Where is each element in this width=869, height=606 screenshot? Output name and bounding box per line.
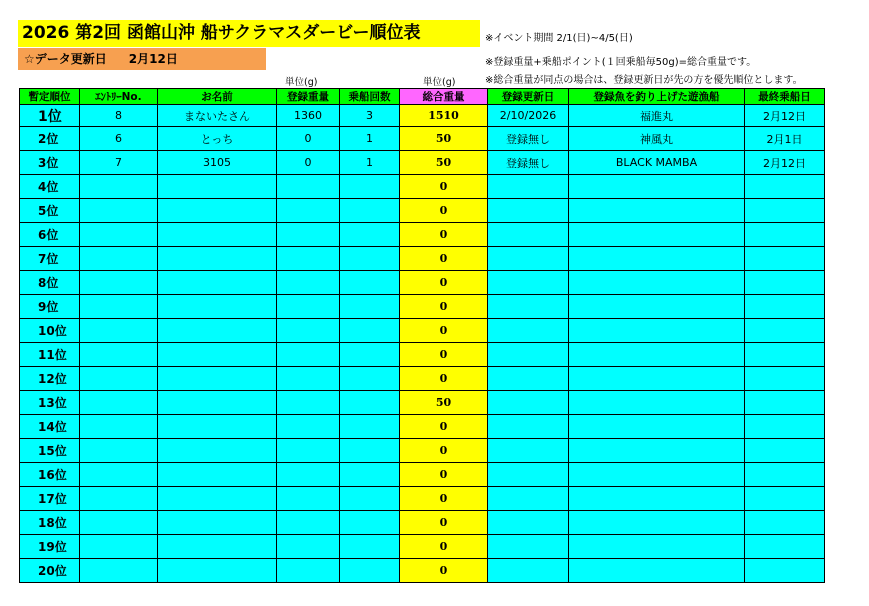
total-cell: 0 bbox=[400, 199, 488, 223]
table-row bbox=[20, 199, 825, 223]
weight-cell bbox=[277, 271, 340, 295]
table-header-row bbox=[20, 89, 825, 105]
updated-cell bbox=[488, 367, 569, 391]
formula-note: ※登録重量+乗船ポイント(１回乗船毎50g)=総合重量です。 bbox=[485, 57, 757, 68]
header-entry: ｴﾝﾄﾘｰNo. bbox=[80, 89, 158, 105]
entry-cell: 7 bbox=[80, 151, 158, 175]
table-row bbox=[20, 367, 825, 391]
rank-cell: 10位 bbox=[20, 319, 80, 343]
updated-cell bbox=[488, 391, 569, 415]
total-cell: 0 bbox=[400, 175, 488, 199]
last-cell bbox=[745, 535, 825, 559]
trips-cell bbox=[340, 343, 400, 367]
name-cell bbox=[158, 319, 277, 343]
updated-cell: 登録無し bbox=[488, 151, 569, 175]
boat-cell bbox=[569, 175, 745, 199]
tiebreak-note: ※総合重量が同点の場合は、登録更新日が先の方を優先順位とします。 bbox=[485, 75, 803, 86]
name-cell bbox=[158, 271, 277, 295]
total-cell: 0 bbox=[400, 367, 488, 391]
entry-cell: 6 bbox=[80, 127, 158, 151]
boat-cell bbox=[569, 199, 745, 223]
table-row bbox=[20, 463, 825, 487]
weight-cell bbox=[277, 175, 340, 199]
trips-cell bbox=[340, 559, 400, 583]
trips-cell bbox=[340, 271, 400, 295]
weight-cell: 0 bbox=[277, 127, 340, 151]
updated-cell bbox=[488, 559, 569, 583]
table-row bbox=[20, 319, 825, 343]
table-row bbox=[20, 271, 825, 295]
last-cell bbox=[745, 415, 825, 439]
boat-cell bbox=[569, 295, 745, 319]
last-cell bbox=[745, 175, 825, 199]
total-cell: 0 bbox=[400, 535, 488, 559]
trips-cell bbox=[340, 511, 400, 535]
table-row bbox=[20, 487, 825, 511]
trips-cell bbox=[340, 223, 400, 247]
event-period-note: ※イベント期間 2/1(日)~4/5(日) bbox=[485, 33, 633, 44]
name-cell bbox=[158, 511, 277, 535]
updated-cell bbox=[488, 415, 569, 439]
entry-cell bbox=[80, 511, 158, 535]
name-cell bbox=[158, 247, 277, 271]
rank-cell: 15位 bbox=[20, 439, 80, 463]
trips-cell bbox=[340, 247, 400, 271]
trips-cell bbox=[340, 367, 400, 391]
rank-cell: 1位 bbox=[20, 105, 80, 127]
entry-cell bbox=[80, 223, 158, 247]
weight-cell bbox=[277, 343, 340, 367]
rank-cell: 18位 bbox=[20, 511, 80, 535]
trips-cell bbox=[340, 463, 400, 487]
rank-cell: 11位 bbox=[20, 343, 80, 367]
rank-cell: 12位 bbox=[20, 367, 80, 391]
entry-cell bbox=[80, 559, 158, 583]
last-cell bbox=[745, 223, 825, 247]
trips-cell: 1 bbox=[340, 151, 400, 175]
table-row bbox=[20, 559, 825, 583]
updated-cell: 2/10/2026 bbox=[488, 105, 569, 127]
update-date: 2月12日 bbox=[128, 52, 178, 66]
total-cell: 0 bbox=[400, 319, 488, 343]
update-label: ☆データ更新日 bbox=[24, 52, 107, 66]
entry-cell bbox=[80, 319, 158, 343]
updated-cell bbox=[488, 487, 569, 511]
entry-cell bbox=[80, 271, 158, 295]
total-cell: 0 bbox=[400, 439, 488, 463]
name-cell bbox=[158, 559, 277, 583]
weight-cell bbox=[277, 391, 340, 415]
rank-cell: 20位 bbox=[20, 559, 80, 583]
header-rank: 暫定順位 bbox=[20, 89, 80, 105]
total-cell: 50 bbox=[400, 391, 488, 415]
boat-cell: BLACK MAMBA bbox=[569, 151, 745, 175]
last-cell bbox=[745, 511, 825, 535]
rank-cell: 8位 bbox=[20, 271, 80, 295]
updated-cell bbox=[488, 511, 569, 535]
boat-cell bbox=[569, 271, 745, 295]
weight-cell bbox=[277, 367, 340, 391]
table-row bbox=[20, 391, 825, 415]
last-cell bbox=[745, 439, 825, 463]
weight-unit-label: 単位(g) bbox=[285, 77, 318, 88]
name-cell bbox=[158, 535, 277, 559]
weight-cell bbox=[277, 319, 340, 343]
table-row bbox=[20, 151, 825, 175]
entry-cell bbox=[80, 175, 158, 199]
weight-cell bbox=[277, 511, 340, 535]
rank-cell: 13位 bbox=[20, 391, 80, 415]
updated-cell bbox=[488, 247, 569, 271]
entry-cell bbox=[80, 535, 158, 559]
rank-cell: 7位 bbox=[20, 247, 80, 271]
table-row bbox=[20, 175, 825, 199]
boat-cell bbox=[569, 223, 745, 247]
rank-cell: 14位 bbox=[20, 415, 80, 439]
header-total: 総合重量 bbox=[400, 89, 488, 105]
name-cell bbox=[158, 295, 277, 319]
weight-cell bbox=[277, 199, 340, 223]
last-cell bbox=[745, 343, 825, 367]
updated-cell: 登録無し bbox=[488, 127, 569, 151]
last-cell bbox=[745, 247, 825, 271]
entry-cell bbox=[80, 343, 158, 367]
updated-cell bbox=[488, 223, 569, 247]
last-cell bbox=[745, 271, 825, 295]
trips-cell bbox=[340, 487, 400, 511]
table-row bbox=[20, 105, 825, 127]
last-cell bbox=[745, 391, 825, 415]
rank-cell: 3位 bbox=[20, 151, 80, 175]
header-updated: 登録更新日 bbox=[488, 89, 569, 105]
updated-cell bbox=[488, 463, 569, 487]
boat-cell bbox=[569, 559, 745, 583]
trips-cell bbox=[340, 391, 400, 415]
total-cell: 0 bbox=[400, 511, 488, 535]
total-cell: 0 bbox=[400, 223, 488, 247]
last-cell bbox=[745, 367, 825, 391]
header-trips: 乗船回数 bbox=[340, 89, 400, 105]
last-cell: 2月1日 bbox=[745, 127, 825, 151]
total-cell: 50 bbox=[400, 127, 488, 151]
boat-cell bbox=[569, 511, 745, 535]
name-cell: とっち bbox=[158, 127, 277, 151]
updated-cell bbox=[488, 271, 569, 295]
trips-cell bbox=[340, 295, 400, 319]
rank-cell: 5位 bbox=[20, 199, 80, 223]
last-cell bbox=[745, 295, 825, 319]
rank-cell: 2位 bbox=[20, 127, 80, 151]
trips-cell: 1 bbox=[340, 127, 400, 151]
trips-cell bbox=[340, 535, 400, 559]
trips-cell bbox=[340, 175, 400, 199]
last-cell: 2月12日 bbox=[745, 105, 825, 127]
rank-cell: 17位 bbox=[20, 487, 80, 511]
weight-cell bbox=[277, 247, 340, 271]
last-cell bbox=[745, 463, 825, 487]
total-cell: 0 bbox=[400, 271, 488, 295]
name-cell: 3105 bbox=[158, 151, 277, 175]
entry-cell bbox=[80, 487, 158, 511]
boat-cell bbox=[569, 463, 745, 487]
updated-cell bbox=[488, 439, 569, 463]
table-row bbox=[20, 247, 825, 271]
updated-cell bbox=[488, 343, 569, 367]
entry-cell bbox=[80, 247, 158, 271]
total-cell: 0 bbox=[400, 559, 488, 583]
name-cell bbox=[158, 223, 277, 247]
name-cell bbox=[158, 391, 277, 415]
total-unit-label: 単位(g) bbox=[423, 77, 456, 88]
total-cell: 50 bbox=[400, 151, 488, 175]
updated-cell bbox=[488, 175, 569, 199]
name-cell: まないたさん bbox=[158, 105, 277, 127]
weight-cell bbox=[277, 463, 340, 487]
total-cell: 0 bbox=[400, 295, 488, 319]
header-boat: 登録魚を釣り上げた遊漁船 bbox=[569, 89, 745, 105]
header-last: 最終乗船日 bbox=[745, 89, 825, 105]
weight-cell bbox=[277, 535, 340, 559]
rank-cell: 9位 bbox=[20, 295, 80, 319]
name-cell bbox=[158, 367, 277, 391]
entry-cell bbox=[80, 439, 158, 463]
total-cell: 1510 bbox=[400, 105, 488, 127]
boat-cell: 神風丸 bbox=[569, 127, 745, 151]
total-cell: 0 bbox=[400, 415, 488, 439]
ranking-table bbox=[19, 88, 825, 583]
page-title: 2026 第2回 函館山沖 船サクラマスダービー順位表 bbox=[18, 20, 480, 47]
table-row bbox=[20, 223, 825, 247]
rank-cell: 4位 bbox=[20, 175, 80, 199]
last-cell bbox=[745, 559, 825, 583]
boat-cell bbox=[569, 487, 745, 511]
updated-cell bbox=[488, 295, 569, 319]
entry-cell bbox=[80, 415, 158, 439]
entry-cell bbox=[80, 367, 158, 391]
updated-cell bbox=[488, 319, 569, 343]
total-cell: 0 bbox=[400, 343, 488, 367]
header-weight: 登録重量 bbox=[277, 89, 340, 105]
boat-cell bbox=[569, 319, 745, 343]
boat-cell: 福進丸 bbox=[569, 105, 745, 127]
trips-cell bbox=[340, 199, 400, 223]
boat-cell bbox=[569, 343, 745, 367]
name-cell bbox=[158, 487, 277, 511]
table-row bbox=[20, 415, 825, 439]
table-row bbox=[20, 343, 825, 367]
name-cell bbox=[158, 343, 277, 367]
weight-cell bbox=[277, 415, 340, 439]
entry-cell bbox=[80, 391, 158, 415]
total-cell: 0 bbox=[400, 463, 488, 487]
boat-cell bbox=[569, 367, 745, 391]
updated-cell bbox=[488, 535, 569, 559]
last-cell bbox=[745, 487, 825, 511]
last-cell: 2月12日 bbox=[745, 151, 825, 175]
trips-cell bbox=[340, 439, 400, 463]
weight-cell bbox=[277, 223, 340, 247]
update-banner bbox=[18, 48, 266, 70]
table-row bbox=[20, 535, 825, 559]
entry-cell: 8 bbox=[80, 105, 158, 127]
table-row bbox=[20, 511, 825, 535]
total-cell: 0 bbox=[400, 487, 488, 511]
trips-cell bbox=[340, 415, 400, 439]
trips-cell bbox=[340, 319, 400, 343]
name-cell bbox=[158, 199, 277, 223]
table-row bbox=[20, 127, 825, 151]
trips-cell: 3 bbox=[340, 105, 400, 127]
entry-cell bbox=[80, 199, 158, 223]
boat-cell bbox=[569, 247, 745, 271]
rank-cell: 19位 bbox=[20, 535, 80, 559]
total-cell: 0 bbox=[400, 247, 488, 271]
name-cell bbox=[158, 463, 277, 487]
name-cell bbox=[158, 175, 277, 199]
name-cell bbox=[158, 439, 277, 463]
boat-cell bbox=[569, 439, 745, 463]
boat-cell bbox=[569, 415, 745, 439]
boat-cell bbox=[569, 535, 745, 559]
last-cell bbox=[745, 199, 825, 223]
entry-cell bbox=[80, 463, 158, 487]
updated-cell bbox=[488, 199, 569, 223]
boat-cell bbox=[569, 391, 745, 415]
last-cell bbox=[745, 319, 825, 343]
weight-cell bbox=[277, 295, 340, 319]
rank-cell: 6位 bbox=[20, 223, 80, 247]
name-cell bbox=[158, 415, 277, 439]
header-name: お名前 bbox=[158, 89, 277, 105]
weight-cell: 1360 bbox=[277, 105, 340, 127]
weight-cell: 0 bbox=[277, 151, 340, 175]
table-row bbox=[20, 295, 825, 319]
rank-cell: 16位 bbox=[20, 463, 80, 487]
weight-cell bbox=[277, 439, 340, 463]
table-row bbox=[20, 439, 825, 463]
weight-cell bbox=[277, 559, 340, 583]
weight-cell bbox=[277, 487, 340, 511]
entry-cell bbox=[80, 295, 158, 319]
